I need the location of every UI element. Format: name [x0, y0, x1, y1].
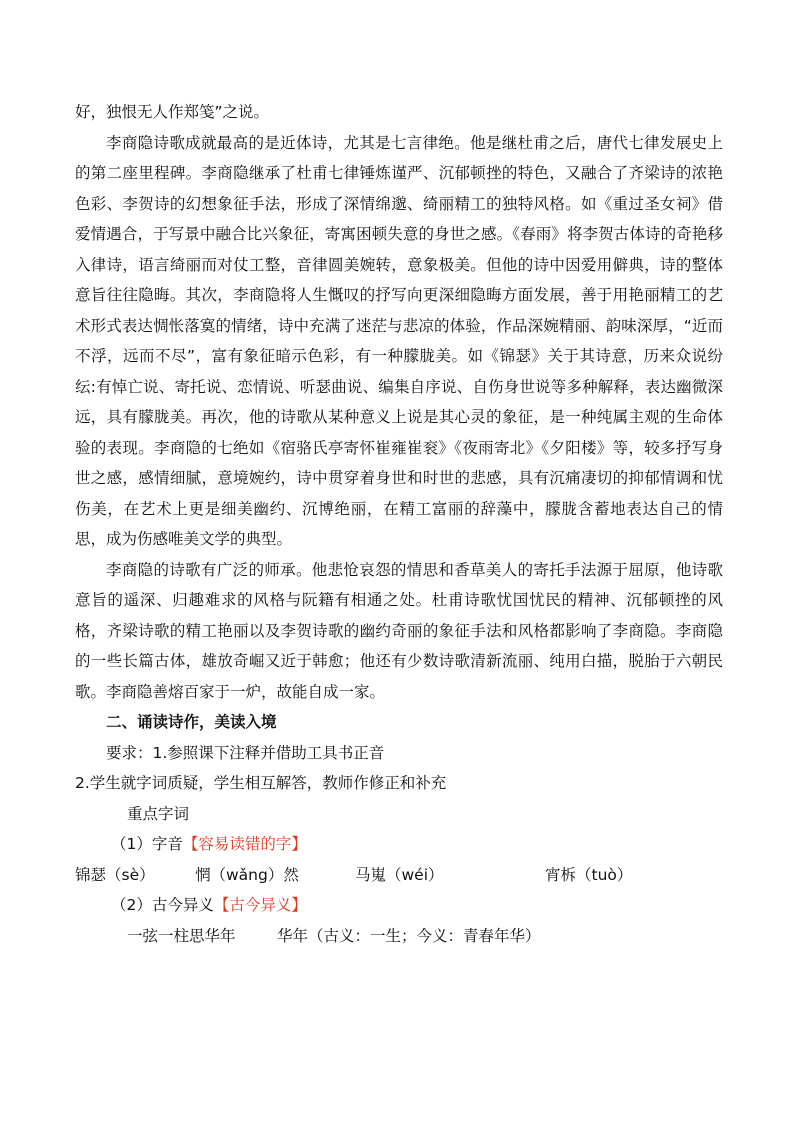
- pronunciation-row: [75, 860, 723, 891]
- paragraph-poetry-achievement: 李商隐诗歌成就最高的是近体诗，尤其是七言律绝。他是继杜甫之后，唐代七律发展史上的第二座里程碑。李商隐继承了杜甫七律锤炼谨严、沉郁顿挫的特色，又融合了齐梁诗的浓艳色彩、李贺诗的幻想象征手法，形成了深情绵邈、绮丽精工的独特风格。如《重过圣女祠》借爱情遇合，于写景中融合比兴象征，寄寓困顿失意的身世之感。《春雨》将李贺古体诗的奇艳移入律诗，语言绮丽而对仗工整，音律圆美婉转，意象极美。但他的诗中因爱用僻典，诗的整体意旨往往隐晦。其次，李商隐将人生慨叹的抒写向更深细隐晦方面发展，善于用艳丽精工的艺术形式表达惆怅落寞的情绪，诗中充满了迷茫与悲凉的体验，作品深婉精丽、韵味深厚，“近而不浮，远而不尽”，富有象征暗示色彩，有一种朦胧美。如《锦瑟》关于其诗意，历来众说纷纭:有悼亡说、寄托说、恋情说、听瑟曲说、编集自序说、自伤身世说等多种解释，表达幽微深远，具有朦胧美。再次，他的诗歌从某种意义上说是其心灵的象征，是一种纯属主观的生命体验的表现。李商隐的七绝如《宿骆氏亭寄怀崔雍崔衮》《夜雨寄北》《夕阳楼》等，较多抒写身世之感，感情细腻，意境婉约，诗中贯穿着身世和时世的悲感，具有沉痛凄切的抑郁情调和忧伤美，在艺术上更是细美幽约、沉博绝丽，在精工富丽的辞藻中，朦胧含蓄地表达自己的情思，成为伤感唯美文学的典型。: [75, 133, 723, 548]
- document-body: [75, 97, 723, 951]
- section-heading: 二、诵读诗作，美读入境: [106, 713, 277, 731]
- pron-item: 马嵬（wéi）: [355, 865, 444, 884]
- pron-item: 惘（wǎng）然: [195, 865, 299, 884]
- pron-item: 宵柝（tuò）: [545, 865, 633, 884]
- pronunciation-heading: [75, 829, 723, 860]
- paragraph-influences: 李商隐的诗歌有广泛的师承。他悲怆哀怨的情思和香草美人的寄托手法源于屈原，他诗歌意旨的遥深、归趣难求的风格与阮籍有相通之处。杜甫诗歌忧国忧民的精神、沉郁顿挫的风格，齐梁诗歌的精工艳丽以及李贺诗歌的幽约奇丽的象征手法和风格都影响了李商隐。李商隐的一些长篇古体，雄放奇崛又近于韩愈；他还有少数诗歌清新流丽、纯用白描，脱胎于六朝民歌。李商隐善熔百家于一炉，故能自成一家。: [75, 560, 723, 701]
- ancient-tag: 【古今异义】: [213, 896, 307, 914]
- ancient-item: 华年（古义：一生；今义：青春年华）: [277, 926, 541, 945]
- key-words-label: 重点字词: [127, 804, 190, 823]
- pronunciation-label: （1）字音: [111, 835, 183, 853]
- pronunciation-tag: 【容易读错的字】: [182, 835, 307, 853]
- paragraph-continuation: 好，独恨无人作郑笺”之说。: [75, 103, 270, 121]
- ancient-label: （2）古今异义: [111, 896, 214, 914]
- requirement-2: 2.学生就字词质疑，学生相互解答，教师作修正和补充: [75, 774, 447, 792]
- requirement-1: 要求：1.参照课下注释并借助工具书正音: [106, 743, 385, 762]
- ancient-row: [75, 921, 723, 952]
- ancient-item: 一弦一柱思华年: [127, 926, 236, 945]
- ancient-meaning-heading: [75, 890, 723, 921]
- pron-item: 锦瑟（sè）: [75, 865, 155, 884]
